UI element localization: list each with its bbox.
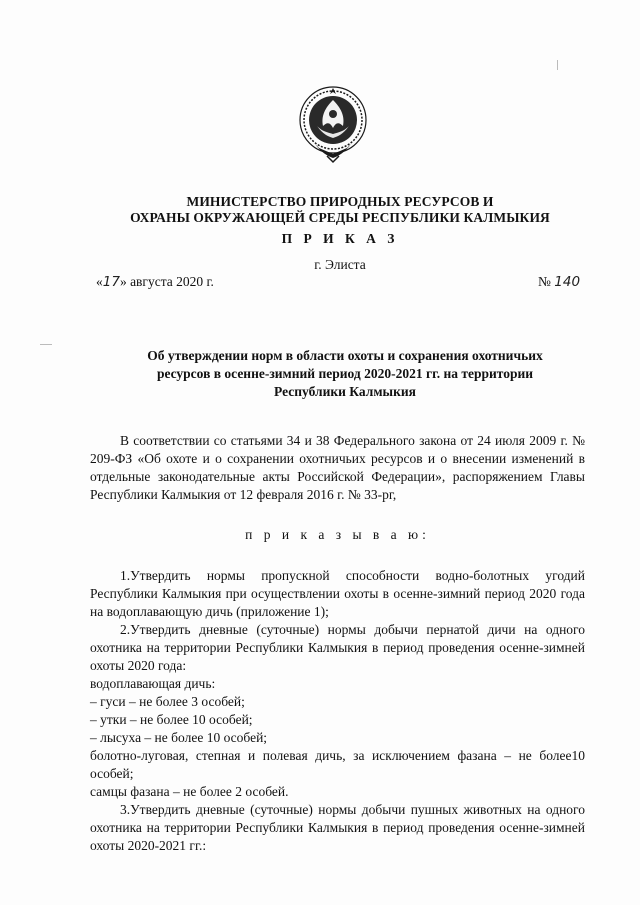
- limit-upland-game: болотно-луговая, степная и полевая дичь, за исключением фазана – не более10 особей;: [90, 748, 585, 781]
- city-name: г. Элиста: [314, 257, 366, 272]
- order-items: [90, 567, 585, 855]
- limit-pheasant: самцы фазана – не более 2 особей.: [90, 784, 289, 799]
- number-handwritten: 140: [554, 274, 581, 290]
- item-2: 2.Утвердить дневные (суточные) нормы добычи пернатой дичи на одного охотника на территории Республики Калмыкия в период проведения осенне-зимней охоты 2020 года:: [90, 622, 585, 673]
- item-1: 1.Утвердить нормы пропускной способности водно-болотных угодий Республики Калмыкия при осуществлении охоты в осенне-зимний период 2020 года на водоплавающую дичь (приложение 1);: [90, 568, 585, 619]
- item-3: 3.Утвердить дневные (суточные) нормы добычи пушных животных на одного охотника на территории Республики Калмыкия в период проведения осенне-зимней охоты 2020-2021 гг.:: [90, 802, 585, 853]
- subject-line-2: ресурсов в осенне-зимний период 2020-2021 гг. на территории: [156, 366, 534, 381]
- order-title: П Р И К А З: [281, 231, 399, 246]
- waterfowl-heading: водоплавающая дичь:: [90, 676, 216, 691]
- date-day-handwritten: 17: [102, 274, 120, 290]
- subject-line-1: Об утверждении норм в области охоты и сохранения охотничьих: [147, 348, 543, 363]
- date-open-quote: «: [96, 274, 103, 289]
- limit-geese: – гуси – не более 3 особей;: [90, 694, 245, 709]
- order-number: [538, 274, 580, 290]
- order-subject: [110, 347, 580, 401]
- number-prefix: №: [538, 274, 555, 289]
- limit-ducks: – утки – не более 10 особей;: [90, 712, 253, 727]
- limit-coot: – лысуха – не более 10 особей;: [90, 730, 268, 745]
- preamble-paragraph: В соответствии со статьями 34 и 38 Федерального закона от 24 июля 2009 г. № 209-ФЗ «Об охоте и о сохранении охотничьих ресурсов и о внесении изменений в отдельные законодательные акты Российской Федерации», распоряжением Главы Республики Калмыкия от 12 февраля 2016 г. № 33-рг,: [90, 433, 585, 502]
- ministry-line-2: ОХРАНЫ ОКРУЖАЮЩЕЙ СРЕДЫ РЕСПУБЛИКИ КАЛМЫКИЯ: [130, 210, 550, 225]
- order-date: [96, 274, 214, 290]
- subject-line-3: Республики Калмыкия: [274, 384, 416, 399]
- republic-emblem-icon: [297, 82, 369, 164]
- ministry-line-1: МИНИСТЕРСТВО ПРИРОДНЫХ РЕСУРСОВ И: [186, 194, 494, 209]
- scan-artifact-left: [40, 344, 52, 345]
- scan-artifact-right: [557, 60, 558, 70]
- decree-word: п р и к а з ы в а ю:: [245, 527, 430, 542]
- ministry-name: [80, 194, 600, 226]
- date-rest: » августа 2020 г.: [119, 274, 214, 289]
